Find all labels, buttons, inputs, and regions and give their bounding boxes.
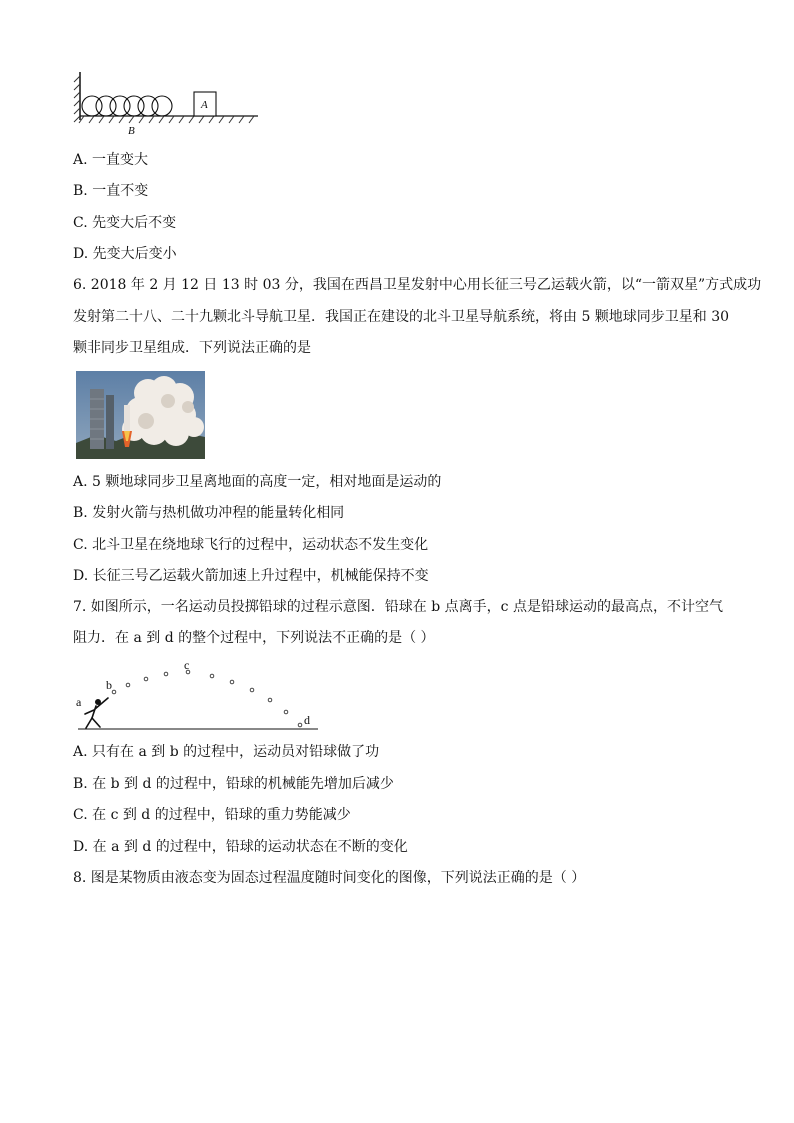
q5-option-d: D. 先变大后变小 [73,246,177,262]
q6-option-c: C. 北斗卫星在绕地球飞行的过程中，运动状态不发生变化 [73,537,429,553]
q5-option-c: C. 先变大后不变 [73,215,177,231]
spring-block-figure [72,70,262,138]
q8-stem: 8. 图是某物质由液态变为固态过程温度随时间变化的图像，下列说法正确的是（ ） [73,870,586,886]
point-b-label: b [106,678,112,692]
block-label: A [201,99,208,111]
point-a-label: a [76,695,82,709]
q6-stem-line-3: 颗非同步卫星组成．下列说法正确的是 [73,340,311,356]
q7-stem-line-2: 阻力．在 a 到 d 的整个过程中，下列说法不正确的是（ ） [73,630,435,646]
q7-option-c: C. 在 c 到 d 的过程中，铅球的重力势能减少 [73,807,351,823]
q6-stem-line-2: 发射第二十八、二十九颗北斗导航卫星．我国正在建设的北斗卫星导航系统，将由 5 颗地球同步卫星和 30 [73,309,730,325]
point-d-label: d [304,713,310,727]
q6-option-d: D. 长征三号乙运载火箭加速上升过程中，机械能保持不变 [73,568,429,584]
point-c-label: c [184,658,190,672]
spring-label: B [128,125,135,137]
shot-put-figure [74,658,324,734]
q5-option-b: B. 一直不变 [73,183,149,199]
q5-option-a: A. 一直变大 [73,152,149,168]
rocket-launch-photo [76,371,205,459]
spring [82,96,172,116]
q7-option-a: A. 只有在 a 到 b 的过程中，运动员对铅球做了功 [73,744,380,760]
q6-stem-line-1: 6. 2018 年 2 月 12 日 13 时 03 分，我国在西昌卫星发射中心用长征三号乙运载火箭，以“一箭双星”方式成功 [73,277,762,293]
q7-stem-line-1: 7. 如图所示，一名运动员投掷铅球的过程示意图．铅球在 b 点离手，c 点是铅球运动的最高点，不计空气 [73,599,723,615]
q6-option-a: A. 5 颗地球同步卫星离地面的高度一定，相对地面是运动的 [73,474,442,490]
q7-option-b: B. 在 b 到 d 的过程中，铅球的机械能先增加后减少 [73,776,394,792]
q7-option-d: D. 在 a 到 d 的过程中，铅球的运动状态在不断的变化 [73,839,408,855]
athlete [85,698,108,728]
q6-option-b: B. 发射火箭与热机做功冲程的能量转化相同 [73,505,345,521]
